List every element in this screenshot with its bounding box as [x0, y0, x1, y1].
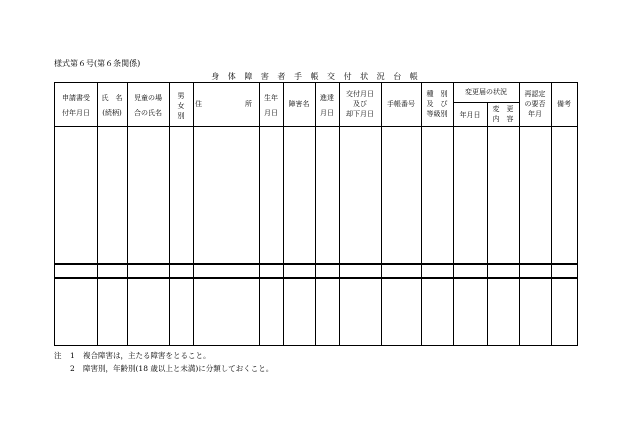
document-title: 身 体 障 害 者 手 帳 交 付 状 況 台 帳 — [211, 72, 421, 81]
note-number: 1 — [70, 351, 75, 360]
header-change-content: 変 更 内 容 — [492, 105, 514, 123]
note-text: 障害別，年齢別(18 歳以上と未満)に分類しておくこと。 — [83, 364, 274, 373]
header-application-date: 申請書受 付年月日 — [62, 94, 90, 117]
notes-label: 注 — [54, 351, 62, 360]
note-text: 複合障害は，主たる障害をとること。 — [83, 351, 211, 360]
col-divider — [283, 83, 284, 345]
col-divider — [97, 83, 98, 345]
form-number-label: 様式第６号(第６条関係) — [54, 59, 141, 68]
header-child-name: 児童の場 合の氏名 — [134, 94, 162, 117]
header-recertification: 再認定 の要否 年月 — [524, 90, 546, 118]
col-divider — [519, 83, 520, 345]
section-separator — [55, 263, 577, 265]
header-address-right: 所 — [245, 100, 252, 108]
header-name: 氏 名 (続柄) — [101, 94, 123, 117]
col-divider — [169, 83, 170, 345]
header-sex: 男 女 別 — [177, 92, 185, 120]
header-change-status: 変更届の状況 — [465, 88, 507, 96]
col-divider — [487, 103, 488, 345]
col-divider — [315, 83, 316, 345]
section-separator — [55, 277, 577, 279]
col-divider — [259, 83, 260, 345]
header-transfer-date: 進達 月日 — [320, 94, 334, 117]
col-divider — [339, 83, 340, 345]
col-divider — [381, 83, 382, 345]
col-divider — [421, 83, 422, 345]
header-remarks: 備考 — [557, 100, 571, 108]
col-divider — [551, 83, 552, 345]
header-handbook-number: 手帳番号 — [387, 100, 415, 108]
header-address-left: 住 — [195, 100, 202, 108]
ledger-table — [54, 82, 578, 346]
col-divider — [193, 83, 194, 345]
header-birth-date: 生年 月日 — [264, 94, 278, 117]
subheader-rule — [453, 102, 519, 103]
header-bottom-rule — [55, 126, 577, 127]
header-issue-date: 交付月日 及び 却下月日 — [346, 90, 374, 118]
header-category: 種 別 及 び 等級別 — [426, 90, 448, 118]
header-disability-name: 障害名 — [288, 100, 310, 108]
header-change-date: 年月日 — [459, 111, 481, 119]
col-divider — [127, 83, 128, 345]
note-number: 2 — [70, 364, 75, 373]
col-divider — [453, 83, 454, 345]
